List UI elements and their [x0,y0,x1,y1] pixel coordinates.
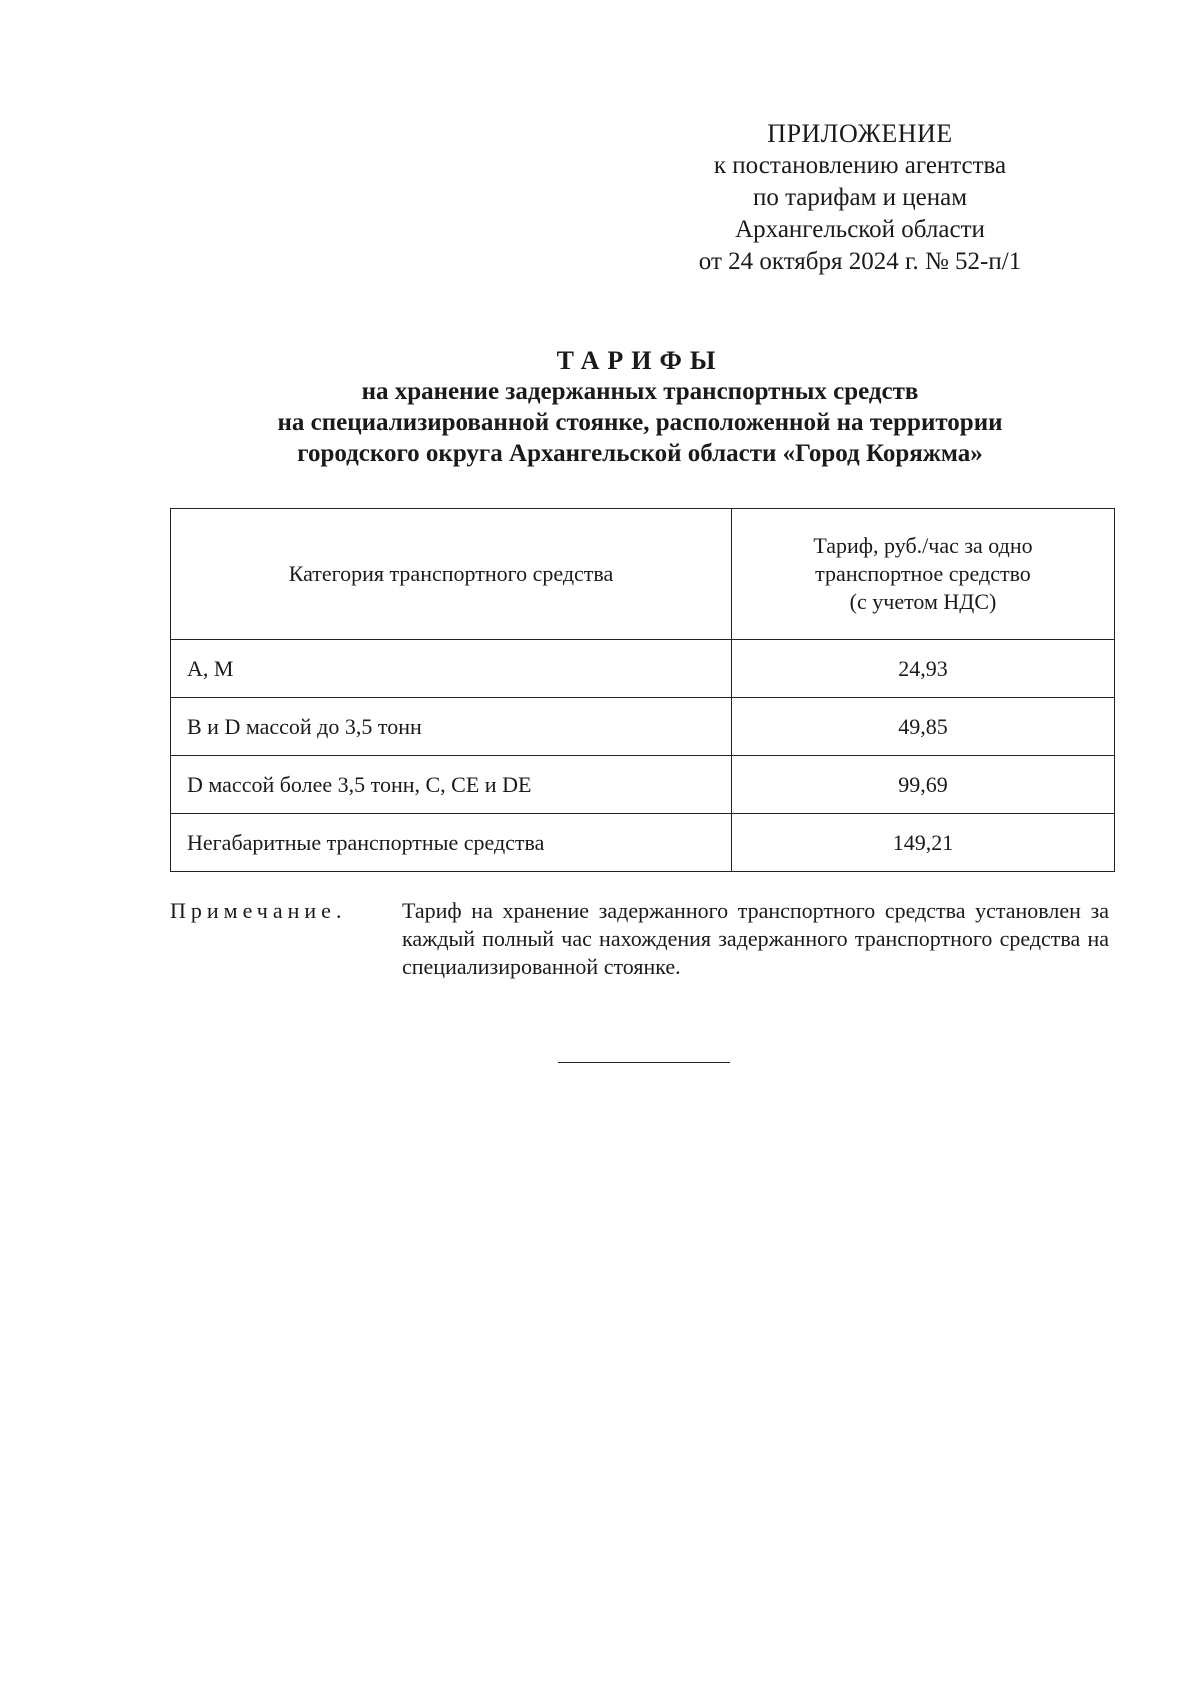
note-label: Примечание. [170,898,347,923]
table-row [171,814,1115,872]
row-tariff: 149,21 [732,814,1115,872]
row-tariff: 99,69 [732,756,1115,814]
header-tariff [732,509,1115,640]
row-category: B и D массой до 3,5 тонн [171,698,732,756]
row-category: A, M [171,640,732,698]
heading-line: на хранение задержанных транспортных средств [361,378,919,405]
heading-line: на специализированной стоянке, расположенной на территории [277,409,1003,436]
header-tariff-line: (с учетом НДС) [849,589,997,614]
header-category [171,509,732,640]
page-title: ТАРИФЫ [556,346,724,375]
row-tariff: 49,85 [732,698,1115,756]
header-category-label: Категория транспортного средства [288,561,614,586]
heading-line: городского округа Архангельской области «Город Коряжма» [297,440,983,467]
note-text: Тариф на хранение задержанного транспортного средства установлен за каждый полный час нахождения задержанного транспортного средства на специализированной стоянке. [402,898,1109,979]
row-tariff: 24,93 [732,640,1115,698]
appendix-date: от 24 октября 2024 г. № 52-п/1 [698,248,1022,275]
appendix-line: по тарифам и ценам [752,184,968,211]
row-category: D массой более 3,5 тонн, C, CE и DE [171,756,732,814]
document-heading [180,345,1100,469]
header-tariff-line: Тариф, руб./час за одно [813,533,1033,558]
table-header-row [171,509,1115,640]
appendix-block [660,118,1060,278]
appendix-title: ПРИЛОЖЕНИЕ [767,119,953,148]
appendix-line: Архангельской области [735,216,985,243]
table-row [171,698,1115,756]
appendix-line: к постановлению агентства [713,152,1007,179]
closing-divider [558,1062,730,1063]
tariff-table [170,508,1115,872]
header-tariff-line: транспортное средство [815,561,1031,586]
table-row [171,640,1115,698]
row-category: Негабаритные транспортные средства [171,814,732,872]
table-row [171,756,1115,814]
